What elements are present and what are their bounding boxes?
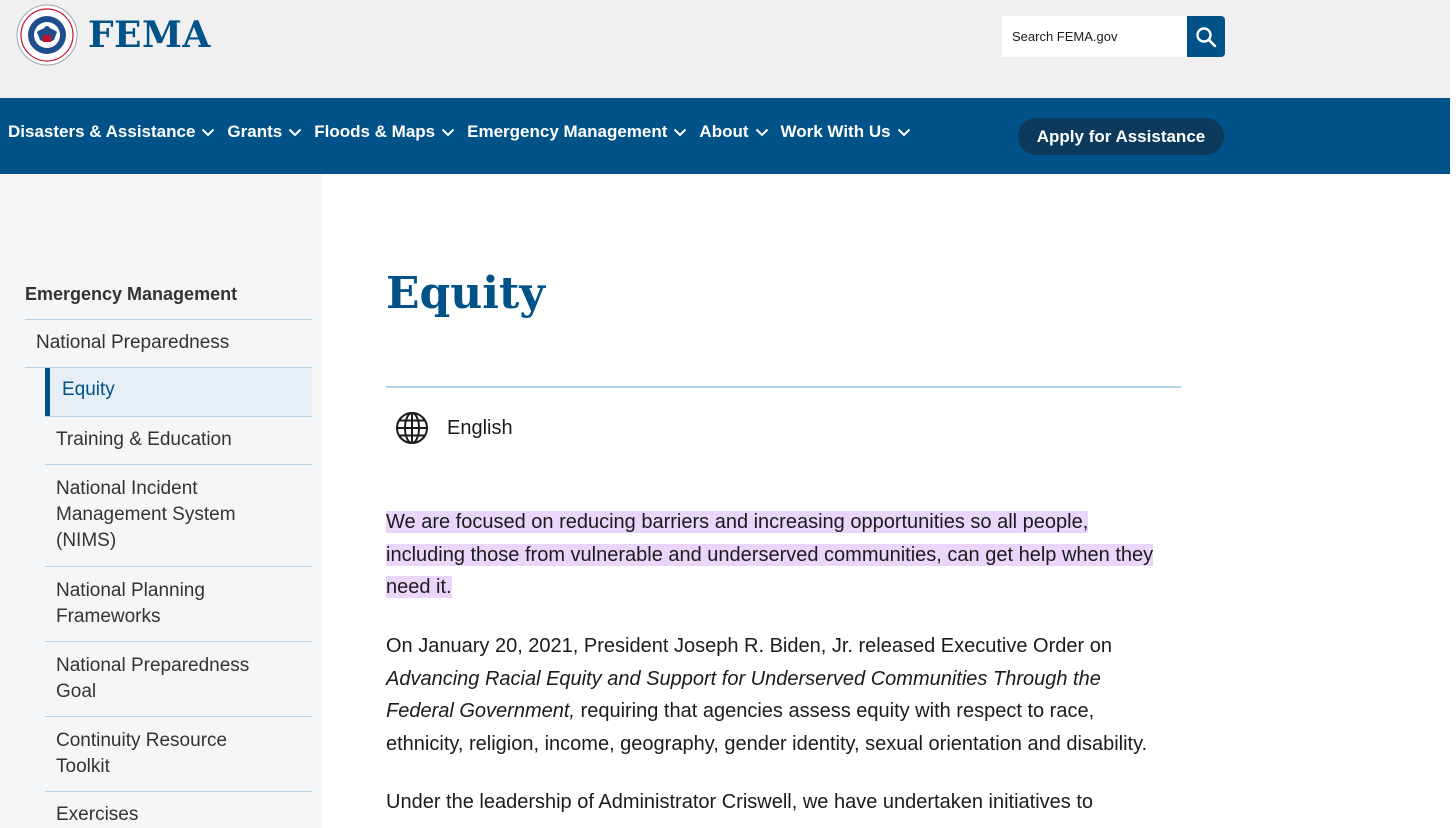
leadership-paragraph <box>386 786 1186 819</box>
nav-disasters-assistance[interactable] <box>8 122 215 142</box>
main-nav <box>0 98 1450 174</box>
paragraph-line: On January 20, 2021, President Joseph R. Biden, Jr. released Executive Order on <box>386 635 1112 657</box>
highlighted-text: including those from vulnerable and underserved communities, can get help when they <box>386 543 1154 566</box>
sidebar-item-nims[interactable] <box>56 476 236 554</box>
divider <box>45 566 312 567</box>
sidebar-item-training-education[interactable]: Training & Education <box>56 429 232 450</box>
sidebar-item-national-preparedness-goal[interactable] <box>56 653 249 705</box>
sidebar-item-label-line: National Preparedness <box>56 655 250 676</box>
sidebar-item-label: Equity <box>62 379 115 400</box>
page-title: Equity <box>386 268 545 319</box>
executive-order-title: Federal Government, <box>386 700 575 722</box>
executive-order-paragraph <box>386 630 1186 760</box>
nav-emergency-management[interactable] <box>467 122 687 142</box>
nav-label: Disasters & Assistance <box>8 122 196 141</box>
divider <box>45 464 312 465</box>
language-selector[interactable] <box>395 411 513 445</box>
nav-label: Floods & Maps <box>314 122 436 141</box>
nav-work-with-us[interactable] <box>781 122 911 142</box>
divider <box>45 716 312 717</box>
paragraph-line: Under the leadership of Administrator Criswell, we have undertaken initiatives to <box>386 791 1094 813</box>
intro-paragraph <box>386 506 1186 604</box>
search-input[interactable] <box>1002 16 1187 57</box>
paragraph-line: ethnicity, religion, income, geography, gender identity, sexual orientation and disability. <box>386 732 1148 755</box>
divider <box>25 319 312 320</box>
sidebar-item-label-line: National Planning <box>56 580 205 601</box>
fema-logo-text[interactable]: FEMA <box>88 14 211 56</box>
globe-icon <box>395 411 429 445</box>
nav-label: About <box>699 122 749 141</box>
chevron-down-icon <box>441 128 455 137</box>
chevron-down-icon <box>288 128 302 137</box>
divider <box>45 416 312 417</box>
search-box <box>1002 16 1225 57</box>
divider <box>45 641 312 642</box>
executive-order-title: Advancing Racial Equity and Support for Underserved Communities Through the <box>386 667 1101 690</box>
apply-for-assistance-button[interactable]: Apply for Assistance <box>1018 118 1224 155</box>
sidebar-item-continuity-resource-toolkit[interactable] <box>56 728 227 780</box>
language-label: English <box>447 416 513 439</box>
paragraph-text: requiring that agencies assess equity with respect to race, <box>574 700 1095 722</box>
dhs-seal-icon[interactable] <box>16 4 78 66</box>
sidebar-item-label-line: Management System <box>56 504 236 525</box>
nav-floods-maps[interactable] <box>314 122 455 142</box>
nav-label: Emergency Management <box>467 122 668 141</box>
page-edge <box>1450 0 1456 828</box>
sidebar-item-national-planning-frameworks[interactable] <box>56 578 205 630</box>
sidebar-item-label-line: Frameworks <box>56 606 161 627</box>
nav-label: Work With Us <box>780 122 891 141</box>
search-icon <box>1195 26 1217 48</box>
nav-about[interactable] <box>699 122 768 142</box>
sidebar-item-label-line: (NIMS) <box>56 530 117 551</box>
sidebar <box>0 174 322 828</box>
nav-grants[interactable] <box>227 122 302 142</box>
chevron-down-icon <box>755 128 769 137</box>
highlighted-text: need it. <box>386 576 452 598</box>
sidebar-item-exercises[interactable]: Exercises <box>56 804 139 825</box>
sidebar-heading[interactable]: Emergency Management <box>25 284 238 304</box>
sidebar-item-label-line: Continuity Resource <box>56 730 228 751</box>
chevron-down-icon <box>201 128 215 137</box>
chevron-down-icon <box>673 128 687 137</box>
chevron-down-icon <box>897 128 911 137</box>
nav-label: Grants <box>227 122 283 141</box>
search-button[interactable] <box>1187 16 1225 57</box>
divider <box>45 791 312 792</box>
sidebar-item-national-preparedness[interactable]: National Preparedness <box>36 332 230 353</box>
highlighted-text: We are focused on reducing barriers and increasing opportunities so all people, <box>386 511 1089 533</box>
title-divider <box>386 386 1181 388</box>
site-header <box>0 0 1450 98</box>
sidebar-item-label-line: Goal <box>56 681 97 702</box>
sidebar-item-label-line: National Incident <box>56 478 198 499</box>
sidebar-item-label-line: Toolkit <box>56 756 110 777</box>
